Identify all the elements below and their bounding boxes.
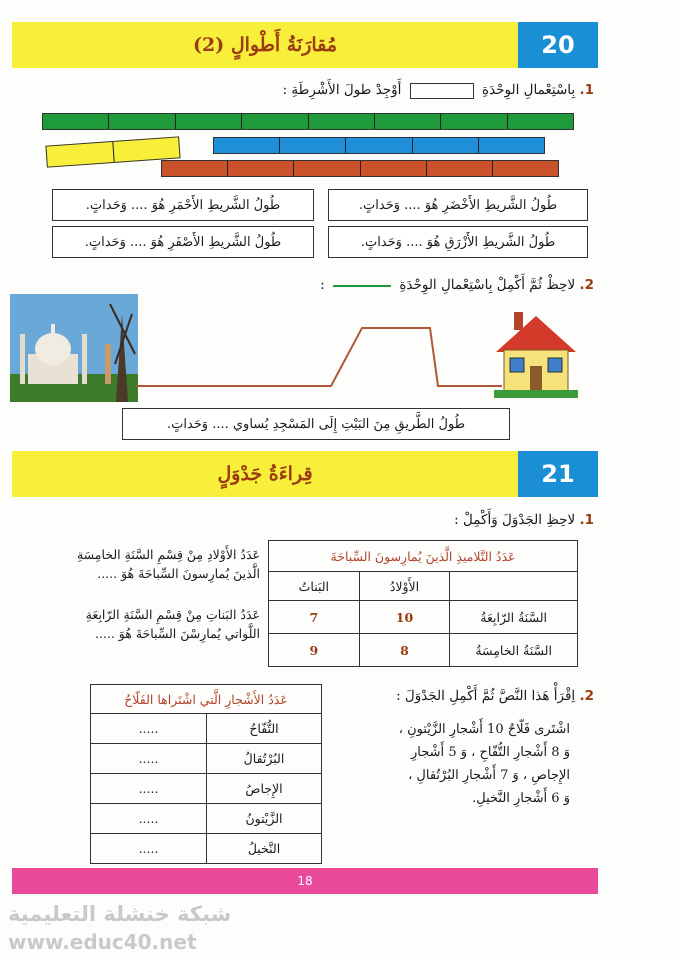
table-title: عَدَدُ الأَشْجارِ الَّتي اشْتَراها الفَلّاحُ bbox=[91, 685, 322, 714]
lesson-21-q2-instruction: 2. اِقْرَأْ هَذا النَّصَّ ثُمَّ أَكْمِلِ الجَدْوَلَ : bbox=[396, 688, 594, 704]
side-text-girls: عَدَدُ البَناتِ مِنْ قِسْمِ السَّنَةِ الرّابِعَةِ اللَّواتي يُمارِسْنَ السِّباحَةَ هُوَ ..... bbox=[85, 607, 260, 641]
lesson-21-q1-instruction: 1. لاحِظِ الجَدْوَلَ وَأَكْمِلْ : bbox=[454, 512, 594, 528]
lesson-21-header bbox=[12, 451, 598, 497]
road-path bbox=[136, 320, 506, 390]
red-length-box: طُولُ الشَّريطِ الأَحْمَرِ هُوَ .... وَحَداتٍ. bbox=[52, 189, 314, 221]
yellow-length-box: طُولُ الشَّريطِ الأَصْفَرِ هُوَ .... وَحَداتٍ. bbox=[52, 226, 314, 258]
table-row: النَّخيلُ ..... bbox=[91, 834, 322, 864]
page-number: 18 bbox=[297, 874, 313, 888]
lesson-20-q1-instruction: 1. بِاسْتِعْمالِ الوِحْدَةِ أَوْجِدْ طولَ الأَشْرِطَةِ : bbox=[282, 82, 594, 98]
table-row: البُرْتُقالُ ..... bbox=[91, 744, 322, 774]
lesson-20-q2-instruction: 2. لاحِظْ ثُمَّ أَكْمِلْ بِاسْتِعْمالِ الوِحْدَةِ : bbox=[320, 277, 594, 293]
table-row: السَّنَةُ الرّابِعَةُ 10 7 bbox=[269, 601, 578, 634]
table-row: التُّفّاحُ ..... bbox=[91, 714, 322, 744]
table-row: الزَّيْتونُ ..... bbox=[91, 804, 322, 834]
table-row: الإِجاصُ ..... bbox=[91, 774, 322, 804]
house-image bbox=[494, 306, 578, 398]
blue-strip bbox=[213, 137, 545, 154]
table-title: عَدَدُ التَّلاميذِ الَّذينَ يُمارِسونَ السِّباحَةَ bbox=[269, 541, 578, 572]
side-text-boys: عَدَدُ الأَوْلادِ مِنْ قِسْمِ السَّنَةِ الخامِسَةِ الَّذينَ يُمارِسونَ السِّباحَةَ هُوَ ..... bbox=[76, 547, 260, 581]
green-unit-segment bbox=[333, 285, 391, 287]
lesson-20-header bbox=[12, 22, 598, 68]
road-length-box: طُولُ الطَّريقِ مِنَ البَيْتِ إِلَى المَسْجِدِ يُساوي .... وَحَداتٍ. bbox=[122, 408, 510, 440]
watermark-arabic: شبكة خنشلة التعليمية bbox=[8, 902, 232, 926]
lesson-21-number: 21 bbox=[518, 451, 598, 497]
red-strip bbox=[161, 160, 559, 177]
mosque-image bbox=[10, 294, 138, 402]
passage: اشْتَرى فَلّاحٌ 10 أَشْجارِ الزَّيْتونِ ، وَ 8 أَشْجارِ التُّفّاحِ ، وَ 5 أَشْجارِ الإِجاصِ ، وَ 7 أَشْجارِ البُرْتُقالِ ، وَ 6 أَشْجارِ النَّخيلِ. bbox=[398, 722, 570, 806]
lesson-20-number: 20 bbox=[518, 22, 598, 68]
trees-table bbox=[90, 684, 322, 864]
table-corner bbox=[450, 572, 578, 601]
page-footer bbox=[12, 868, 598, 894]
unit-box bbox=[410, 83, 474, 99]
lesson-20-title: مُقارَنَةُ أَطْوالٍ (2) bbox=[193, 34, 337, 56]
col-girls: البَناتُ bbox=[269, 572, 360, 601]
swimming-table bbox=[268, 540, 578, 667]
green-length-box: طُولُ الشَّريطِ الأَخْضَرِ هُوَ .... وَحَداتٍ. bbox=[328, 189, 588, 221]
blue-length-box: طُولُ الشَّريطِ الأَزْرَقِ هُوَ .... وَحَداتٍ. bbox=[328, 226, 588, 258]
table-row: السَّنَةُ الخامِسَةُ 8 9 bbox=[269, 634, 578, 667]
col-boys: الأَوْلادُ bbox=[359, 572, 450, 601]
watermark-url: www.educ40.net bbox=[8, 930, 197, 954]
green-strip bbox=[42, 113, 574, 130]
lesson-21-title: قِراءَةُ جَدْوَلٍ bbox=[217, 463, 313, 485]
